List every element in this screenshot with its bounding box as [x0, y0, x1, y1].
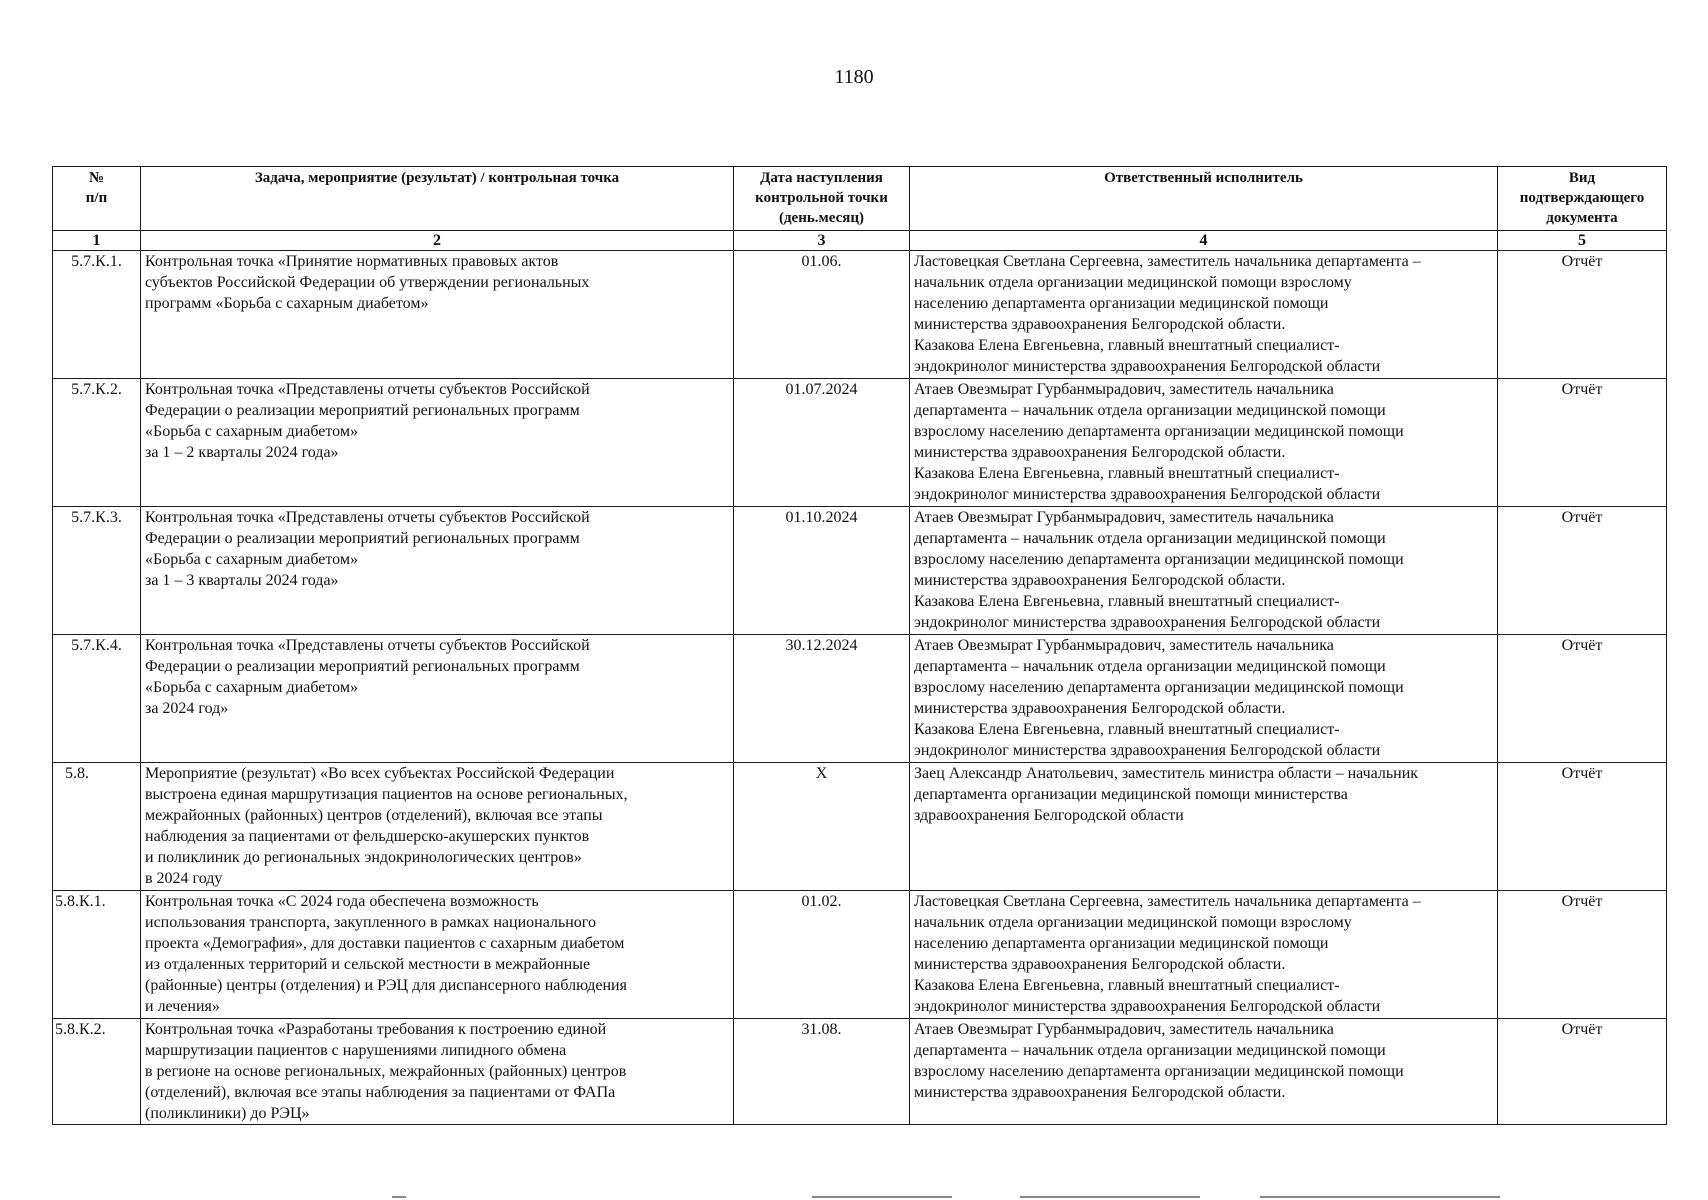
table-header-row	[53, 167, 1667, 231]
column-number: 4	[910, 231, 1498, 251]
row-task: Контрольная точка «Представлены отчеты субъектов Российской Федерации о реализации мероприятий региональных программ «Борьба с сахарным диабетом» за 2024 год»	[141, 635, 734, 763]
row-number: 5.8.	[53, 763, 141, 891]
header-document-type: Вид подтверждающего документа	[1498, 167, 1667, 231]
scan-mark	[392, 1196, 406, 1198]
column-number: 3	[734, 231, 910, 251]
row-responsible: Ластовецкая Светлана Сергеевна, заместитель начальника департамента – начальник отдела организации медицинской помощи взрослому населению департамента организации медицинской помощи министерства здравоохранения Белгородской области. Казакова Елена Евгеньевна, главный внештатный специалист- эндокринолог министерства здравоохранения Белгородской области	[910, 891, 1498, 1019]
row-document-type: Отчёт	[1498, 251, 1667, 379]
row-responsible: Ластовецкая Светлана Сергеевна, заместитель начальника департамента – начальник отдела организации медицинской помощи взрослому населению департамента организации медицинской помощи министерства здравоохранения Белгородской области. Казакова Елена Евгеньевна, главный внештатный специалист- эндокринолог министерства здравоохранения Белгородской области	[910, 251, 1498, 379]
header-responsible: Ответственный исполнитель	[910, 167, 1498, 231]
header-date: Дата наступления контрольной точки (день.месяц)	[734, 167, 910, 231]
column-number: 1	[53, 231, 141, 251]
row-date: 01.10.2024	[734, 507, 910, 635]
scan-mark	[1020, 1196, 1200, 1198]
row-document-type: Отчёт	[1498, 379, 1667, 507]
row-task: Контрольная точка «Представлены отчеты субъектов Российской Федерации о реализации мероприятий региональных программ «Борьба с сахарным диабетом» за 1 – 3 кварталы 2024 года»	[141, 507, 734, 635]
row-number: 5.8.К.1.	[53, 891, 141, 1019]
column-number: 5	[1498, 231, 1667, 251]
row-responsible: Атаев Овезмырат Гурбанмырадович, заместитель начальника департамента – начальник отдела организации медицинской помощи взрослому населению департамента организации медицинской помощи министерства здравоохранения Белгородской области. Казакова Елена Евгеньевна, главный внештатный специалист- эндокринолог министерства здравоохранения Белгородской области	[910, 507, 1498, 635]
row-responsible: Атаев Овезмырат Гурбанмырадович, заместитель начальника департамента – начальник отдела организации медицинской помощи взрослому населению департамента организации медицинской помощи министерства здравоохранения Белгородской области. Казакова Елена Евгеньевна, главный внештатный специалист- эндокринолог министерства здравоохранения Белгородской области	[910, 379, 1498, 507]
row-date: 01.02.	[734, 891, 910, 1019]
row-number: 5.7.К.2.	[53, 379, 141, 507]
row-document-type: Отчёт	[1498, 763, 1667, 891]
row-responsible: Заец Александр Анатольевич, заместитель министра области – начальник департамента организации медицинской помощи министерства здравоохранения Белгородской области	[910, 763, 1498, 891]
table-row	[53, 251, 1667, 379]
row-document-type: Отчёт	[1498, 1019, 1667, 1125]
control-points-table	[52, 166, 1667, 1125]
row-number: 5.8.К.2.	[53, 1019, 141, 1125]
scan-artifacts	[0, 1194, 1708, 1200]
table-row	[53, 763, 1667, 891]
row-document-type: Отчёт	[1498, 891, 1667, 1019]
row-number: 5.7.К.4.	[53, 635, 141, 763]
row-responsible: Атаев Овезмырат Гурбанмырадович, заместитель начальника департамента – начальник отдела организации медицинской помощи взрослому населению департамента организации медицинской помощи министерства здравоохранения Белгородской области.	[910, 1019, 1498, 1125]
row-number: 5.7.К.1.	[53, 251, 141, 379]
row-document-type: Отчёт	[1498, 507, 1667, 635]
header-number: № п/п	[53, 167, 141, 231]
row-date: 30.12.2024	[734, 635, 910, 763]
column-number-row	[53, 231, 1667, 251]
page-number: 1180	[834, 66, 874, 88]
header-task: Задача, мероприятие (результат) / контрольная точка	[141, 167, 734, 231]
row-date: 31.08.	[734, 1019, 910, 1125]
table-row	[53, 379, 1667, 507]
row-date: X	[734, 763, 910, 891]
row-task: Контрольная точка «С 2024 года обеспечена возможность использования транспорта, закупленного в рамках национального проекта «Демография», для доставки пациентов с сахарным диабетом из отдаленных территорий и сельской местности в межрайонные (районные) центры (отделения) и РЭЦ для диспансерного наблюдения и лечения»	[141, 891, 734, 1019]
row-date: 01.07.2024	[734, 379, 910, 507]
table-row	[53, 635, 1667, 763]
row-number: 5.7.К.3.	[53, 507, 141, 635]
row-document-type: Отчёт	[1498, 635, 1667, 763]
table-row	[53, 891, 1667, 1019]
row-task: Мероприятие (результат) «Во всех субъектах Российской Федерации выстроена единая маршрутизация пациентов на основе региональных, межрайонных (районных) центров (отделений), включая все этапы наблюдения за пациентами от фельдшерско-акушерских пунктов и поликлиник до региональных эндокринологических центров» в 2024 году	[141, 763, 734, 891]
row-task: Контрольная точка «Разработаны требования к построению единой маршрутизации пациентов с нарушениями липидного обмена в регионе на основе региональных, межрайонных (районных) центров (отделений), включая все этапы наблюдения за пациентами от ФАПа (поликлиники) до РЭЦ»	[141, 1019, 734, 1125]
table-row	[53, 507, 1667, 635]
table-row	[53, 1019, 1667, 1125]
row-task: Контрольная точка «Принятие нормативных правовых актов субъектов Российской Федерации об утверждении региональных программ «Борьба с сахарным диабетом»	[141, 251, 734, 379]
row-date: 01.06.	[734, 251, 910, 379]
scan-mark	[812, 1196, 952, 1198]
row-responsible: Атаев Овезмырат Гурбанмырадович, заместитель начальника департамента – начальник отдела организации медицинской помощи взрослому населению департамента организации медицинской помощи министерства здравоохранения Белгородской области. Казакова Елена Евгеньевна, главный внештатный специалист- эндокринолог министерства здравоохранения Белгородской области	[910, 635, 1498, 763]
scan-mark	[1260, 1196, 1500, 1198]
column-number: 2	[141, 231, 734, 251]
row-task: Контрольная точка «Представлены отчеты субъектов Российской Федерации о реализации мероприятий региональных программ «Борьба с сахарным диабетом» за 1 – 2 кварталы 2024 года»	[141, 379, 734, 507]
